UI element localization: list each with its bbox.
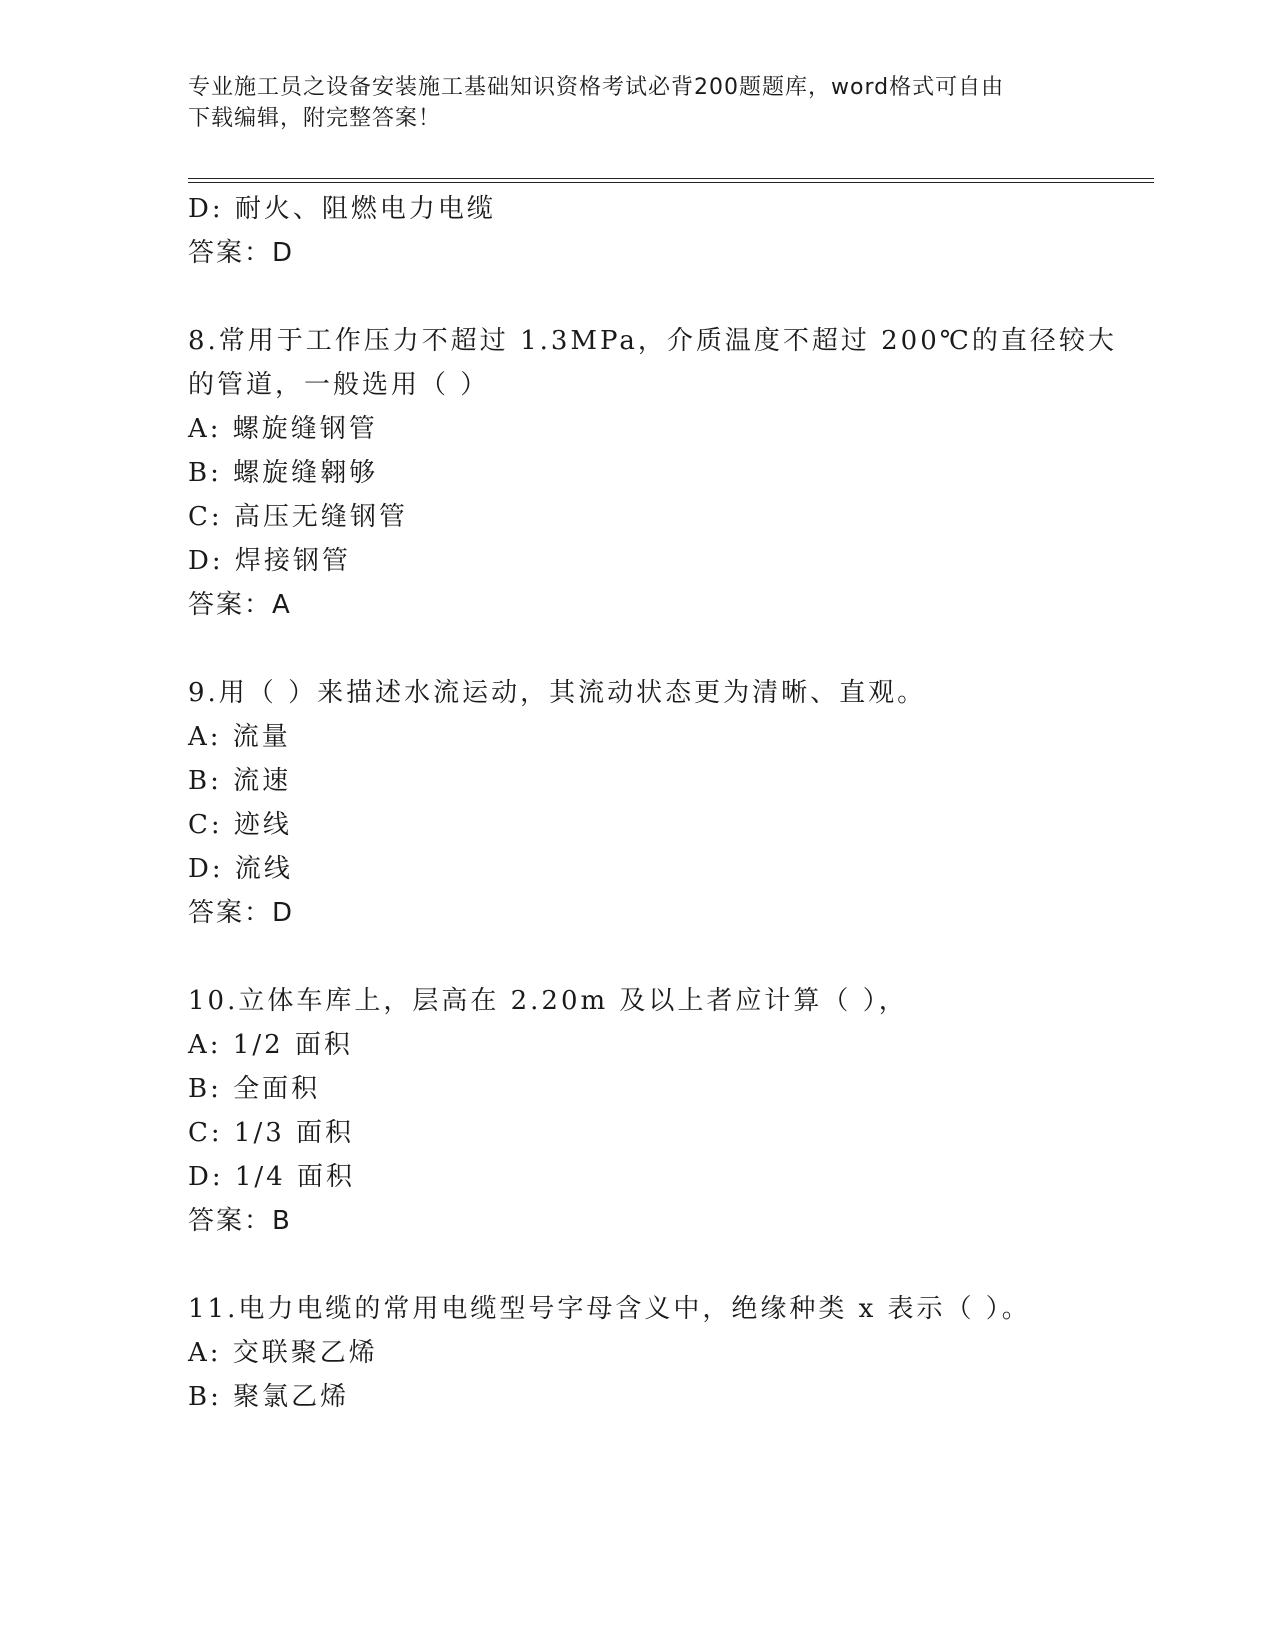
q8-option-c: C: 高压无缝钢管	[188, 502, 408, 532]
header-line-1: 专业施工员之设备安装施工基础知识资格考试必背200题题库，word格式可自由	[188, 75, 1005, 100]
document-header	[188, 72, 1068, 134]
q11-stem-line-1: 11.电力电缆的常用电缆型号字母含义中，绝缘种类 x 表示（ ）。	[188, 1294, 1031, 1324]
q9-answer: 答案：D	[188, 898, 295, 928]
q8-answer: 答案：A	[188, 590, 292, 620]
header-divider-bottom	[188, 182, 1154, 183]
q8-option-a: A: 螺旋缝钢管	[188, 414, 378, 444]
q9-stem-line-1: 9.用（ ）来描述水流运动，其流动状态更为清晰、直观。	[188, 678, 927, 708]
q10-option-d: D: 1/4 面积	[188, 1162, 355, 1192]
header-line-2: 下载编辑，附完整答案！	[188, 106, 442, 131]
q9-option-c: C: 迹线	[188, 810, 292, 840]
q11-option-a: A: 交联聚乙烯	[188, 1338, 378, 1368]
q10-option-a: A: 1/2 面积	[188, 1030, 353, 1060]
q10-option-c: C: 1/3 面积	[188, 1118, 355, 1148]
q8-stem-line-1: 8.常用于工作压力不超过 1.3MPa，介质温度不超过 200℃的直径较大	[188, 326, 1117, 356]
q8-option-b: B: 螺旋缝翱够	[188, 458, 379, 488]
header-divider-top	[188, 178, 1154, 179]
q9-option-b: B: 流速	[188, 766, 292, 796]
q10-answer: 答案：B	[188, 1206, 292, 1236]
q8-option-d: D: 焊接钢管	[188, 546, 351, 576]
q8-stem-line-2: 的管道，一般选用（ ）	[188, 370, 490, 400]
q7-answer: 答案：D	[188, 238, 295, 268]
q10-stem-line-1: 10.立体车库上，层高在 2.20m 及以上者应计算（ ），	[188, 986, 908, 1016]
q11-option-b: B: 聚氯乙烯	[188, 1382, 350, 1412]
q10-option-b: B: 全面积	[188, 1074, 321, 1104]
q7-option-d: D: 耐火、阻燃电力电缆	[188, 194, 496, 224]
q9-option-d: D: 流线	[188, 854, 293, 884]
q9-option-a: A: 流量	[188, 722, 291, 752]
